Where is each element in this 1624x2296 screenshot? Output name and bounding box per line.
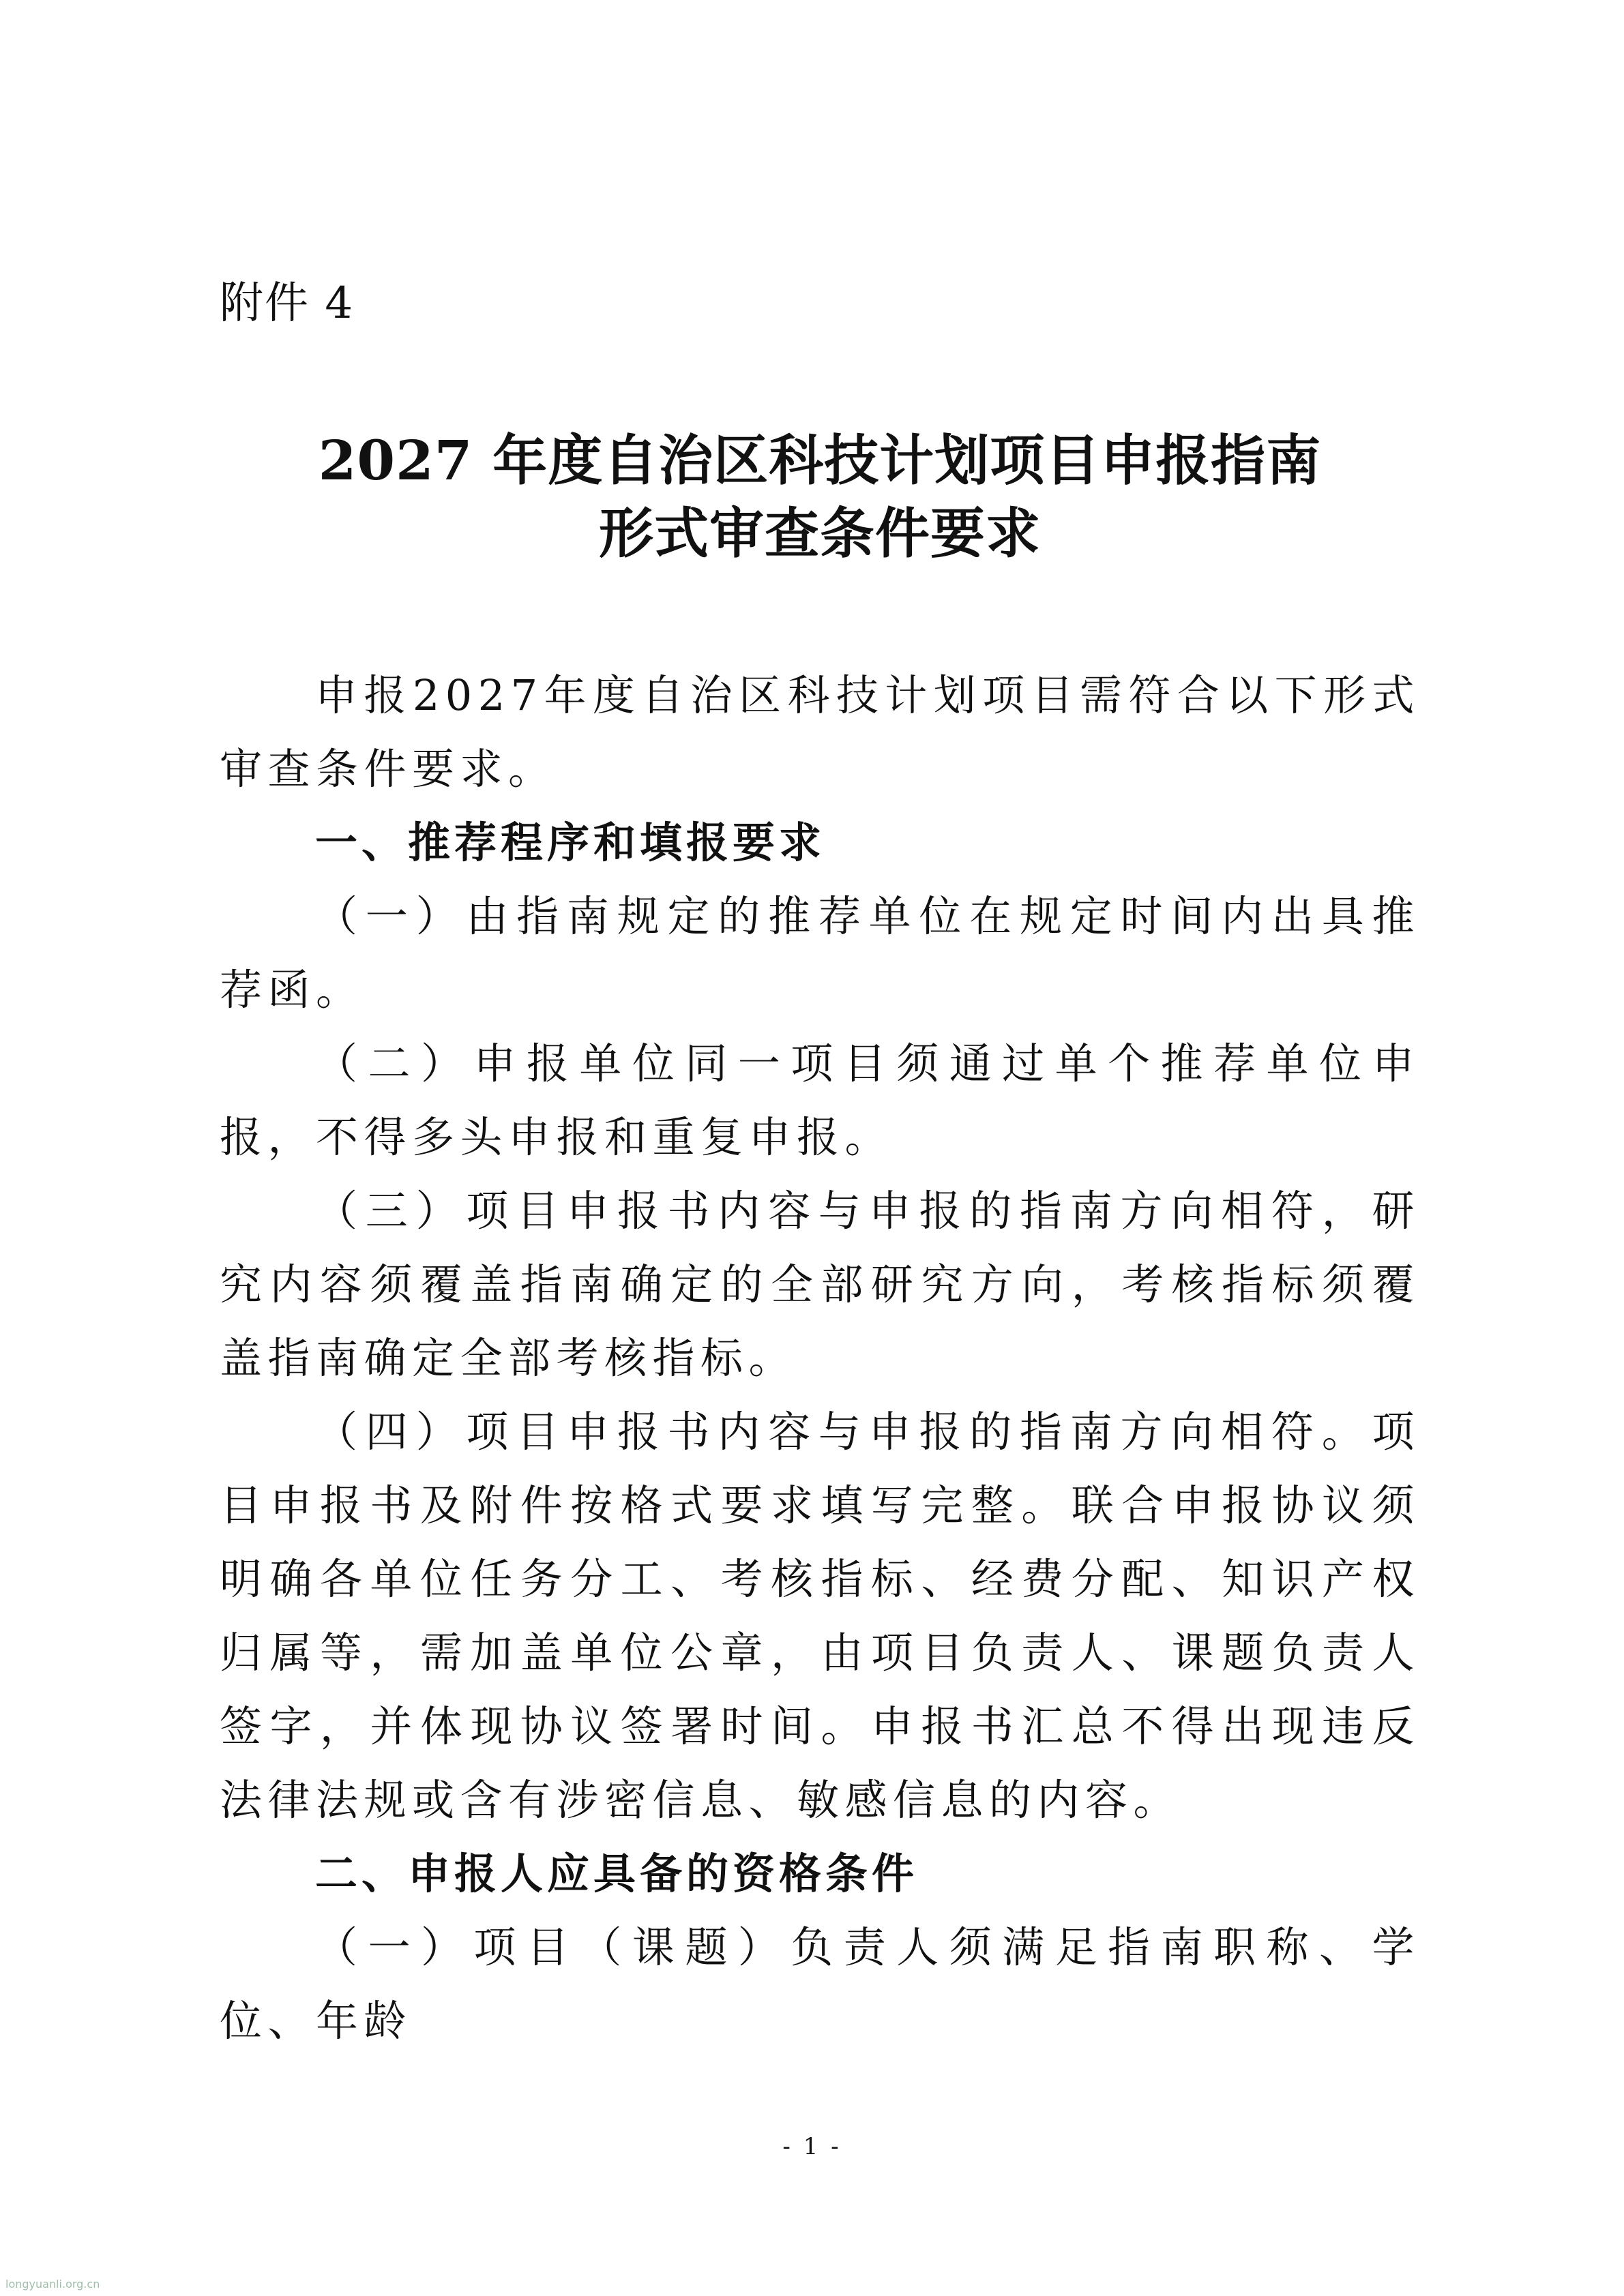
attachment-label: 附件 4: [220, 278, 355, 329]
page-number: - 1 -: [782, 2133, 842, 2160]
section-heading-2: 二、申报人应具备的资格条件: [315, 1849, 919, 1898]
clause-2-1: （一）项目（课题）负责人须满足指南职称、学位、年龄: [220, 1922, 1420, 2046]
clause-1-2: （二）申报单位同一项目须通过单个推荐单位申报，不得多头申报和重复申报。: [220, 1039, 1420, 1162]
document-title-line1: 2027 年度自治区科技计划项目申报指南: [318, 428, 1322, 492]
intro-paragraph: 申报2027年度自治区科技计划项目需符合以下形式审查条件要求。: [220, 670, 1420, 794]
clause-1-1: （一）由指南规定的推荐单位在规定时间内出具推荐函。: [220, 891, 1420, 1015]
clause-1-4: （四）项目申报书内容与申报的指南方向相符。项目申报书及附件按格式要求填写完整。联合申报协议须明确各单位任务分工、考核指标、经费分配、知识产权归属等，需加盖单位公章，由项目负责人、课题负责人签字，并体现协议签署时间。申报书汇总不得出现违反法律法规或含有涉密信息、敏感信息的内容。: [220, 1407, 1420, 1825]
document-title-line2: 形式审查条件要求: [599, 501, 1041, 565]
clause-1-3: （三）项目申报书内容与申报的指南方向相符，研究内容须覆盖指南确定的全部研究方向，考核指标须覆盖指南确定全部考核指标。: [220, 1186, 1420, 1383]
section-heading-1: 一、推荐程序和填报要求: [315, 818, 826, 867]
document-body: [220, 659, 1420, 2058]
watermark-text: longyuanli.org.cn: [5, 2278, 100, 2291]
